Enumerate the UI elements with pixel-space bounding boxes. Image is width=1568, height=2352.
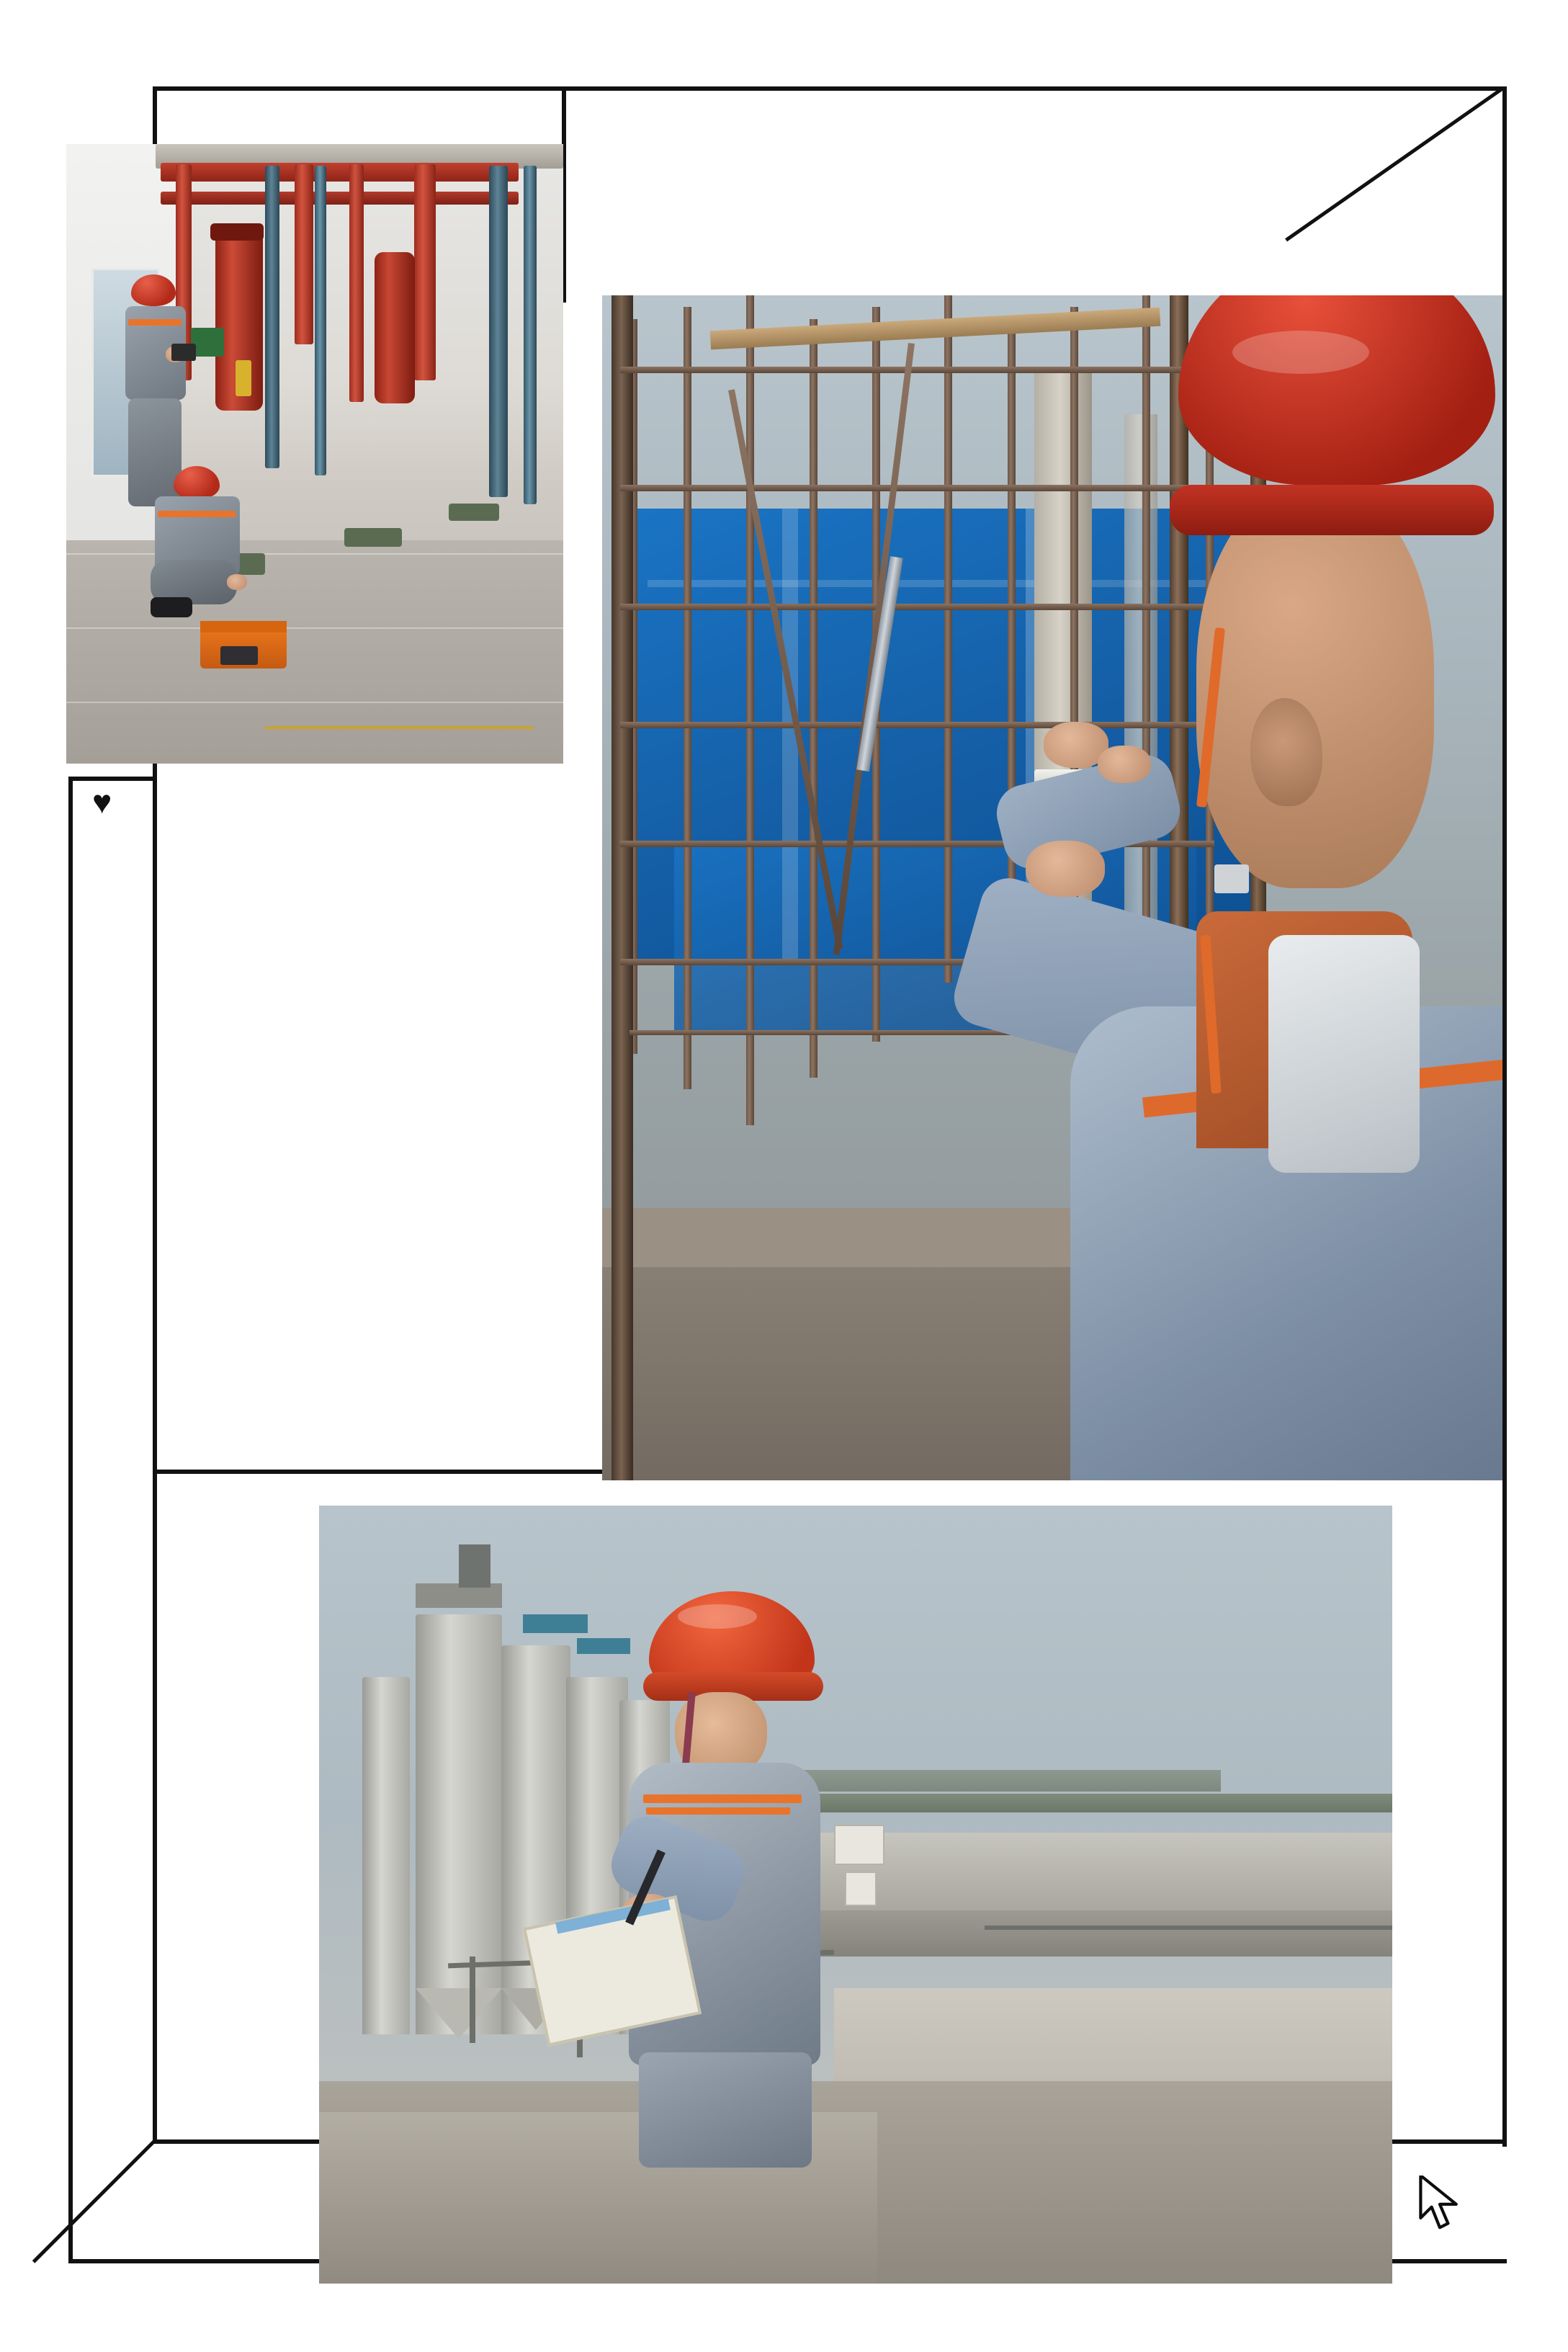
photo-pump-room-inspection	[66, 144, 563, 764]
frame-diagonal-bottom-left	[32, 2138, 157, 2263]
heart-icon: ♥	[92, 783, 112, 820]
pointer-arrow-icon	[1417, 2176, 1462, 2230]
photo-rooftop-record-taking	[319, 1506, 1392, 2284]
frame-top-line	[153, 86, 1507, 91]
frame-inner-right-line	[1502, 1470, 1507, 2147]
frame-left-lower-line	[153, 836, 157, 2139]
background-signboard-2	[845, 1872, 877, 1906]
frame-heart-cell-top-line	[68, 777, 153, 781]
frame-mid-horizontal-line	[153, 1470, 614, 1474]
frame-diagonal-top-right	[1285, 88, 1502, 241]
frame-heart-cell-line	[68, 777, 73, 2262]
photo-rebar-cage-measurement	[602, 295, 1502, 1480]
